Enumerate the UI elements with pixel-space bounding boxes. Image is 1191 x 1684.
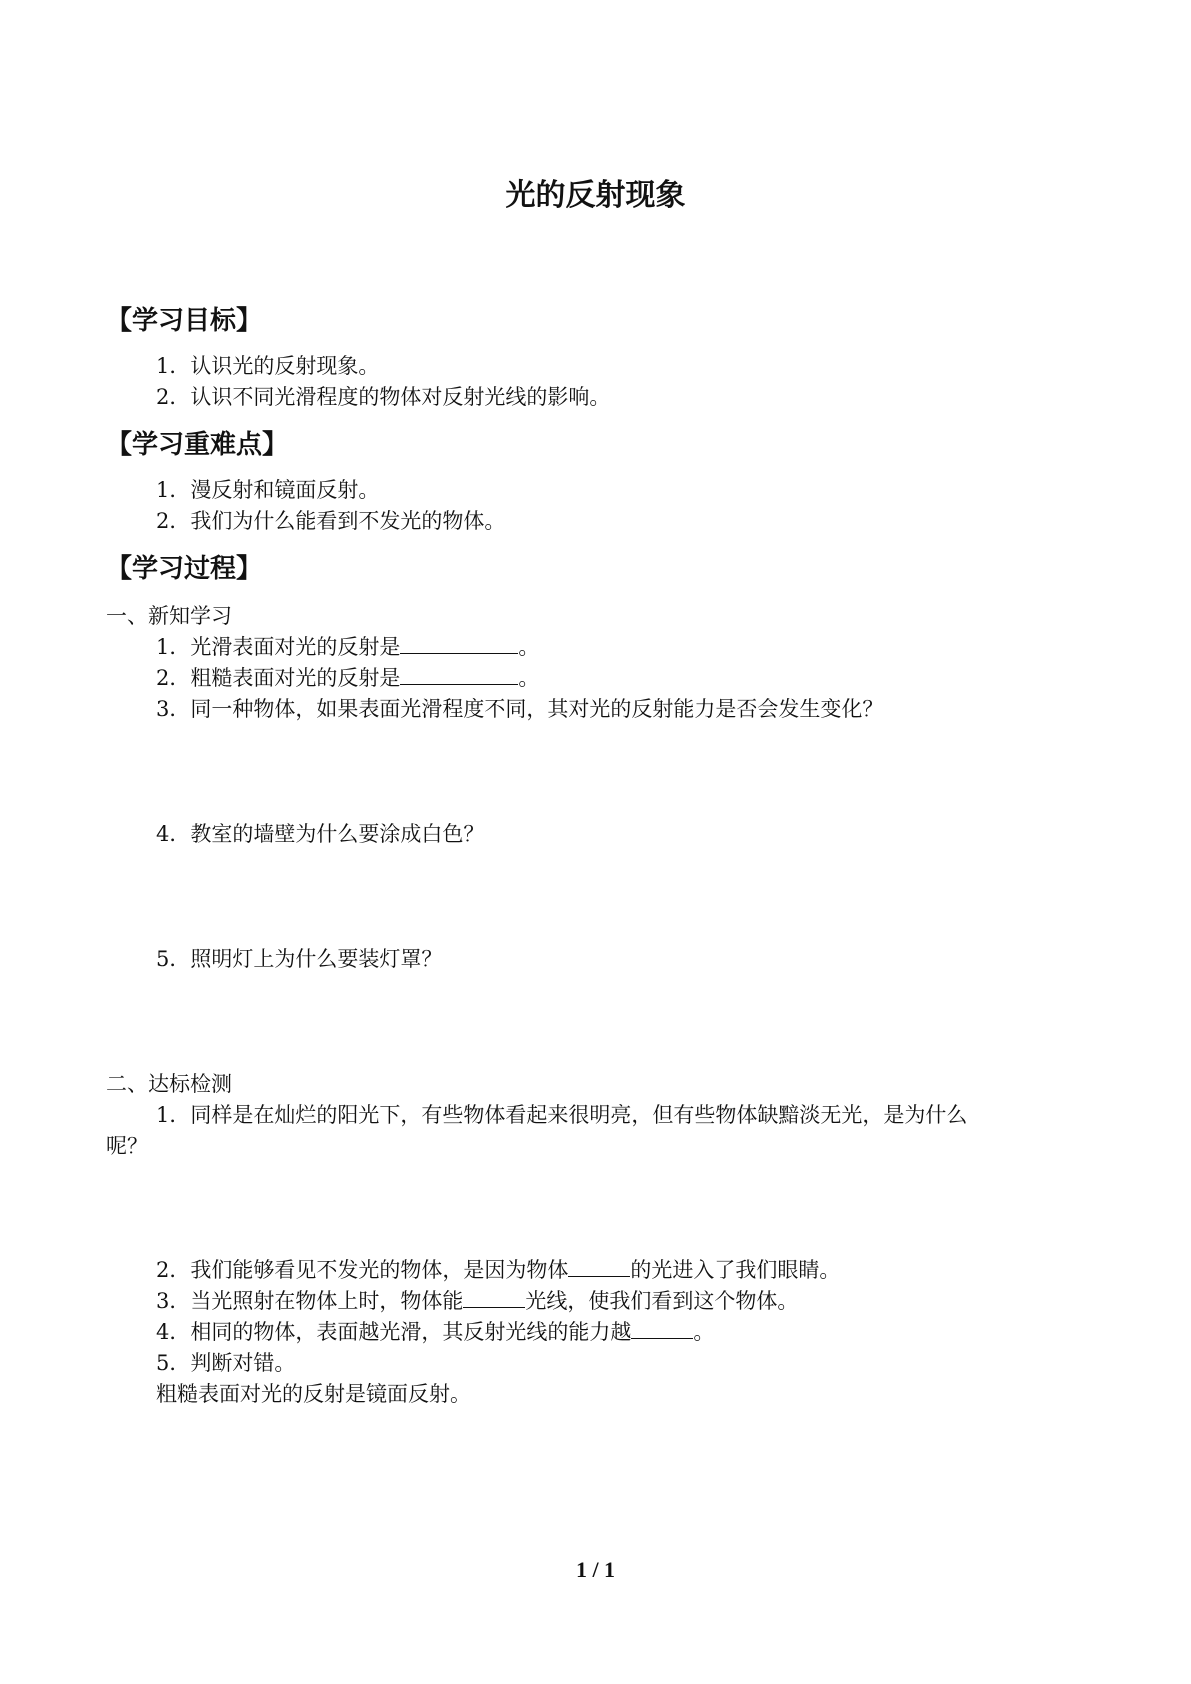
part-label-new-knowledge: 一、新知学习: [106, 604, 232, 628]
question-2-1-line-2: 呢？: [106, 1134, 148, 1158]
question-2-5: 5．判断对错。: [156, 1351, 296, 1375]
page-title: 光的反射现象: [505, 178, 686, 213]
section-heading-goals: 【学习目标】: [106, 306, 263, 336]
question-text: 。: [693, 1320, 715, 1344]
question-1-4: 4．教室的墙壁为什么要涂成白色？: [156, 822, 485, 846]
part-label-assessment: 二、达标检测: [106, 1072, 232, 1096]
page-number: 1 / 1: [575, 1557, 616, 1582]
fill-blank[interactable]: [400, 635, 518, 654]
question-text: 。: [518, 635, 540, 659]
question-text: 3．当光照射在物体上时，物体能: [156, 1289, 464, 1313]
fill-blank[interactable]: [400, 666, 518, 685]
question-text: 4．相同的物体，表面越光滑，其反射光线的能力越: [156, 1320, 632, 1344]
question-text: 2．我们能够看见不发光的物体，是因为物体: [156, 1258, 569, 1282]
question-1-1: [156, 631, 539, 661]
goal-item-1: 1．认识光的反射现象。: [156, 354, 380, 378]
question-1-3: 3．同一种物体，如果表面光滑程度不同，其对光的反射能力是否会发生变化？: [156, 697, 884, 721]
fill-blank[interactable]: [568, 1258, 630, 1277]
question-text: 的光进入了我们眼睛。: [630, 1258, 841, 1282]
key-point-item-2: 2．我们为什么能看到不发光的物体。: [156, 509, 506, 533]
question-text: 光线，使我们看到这个物体。: [525, 1289, 799, 1313]
question-2-4: [156, 1316, 714, 1346]
question-1-5: 5．照明灯上为什么要装灯罩？: [156, 947, 443, 971]
question-text: 2．粗糙表面对光的反射是: [156, 666, 401, 690]
goal-item-2: 2．认识不同光滑程度的物体对反射光线的影响。: [156, 385, 611, 409]
question-text: 。: [518, 666, 540, 690]
question-2-1-line-1: 1．同样是在灿烂的阳光下，有些物体看起来很明亮，但有些物体缺黯淡无光，是为什么: [156, 1103, 968, 1127]
section-heading-process: 【学习过程】: [106, 554, 263, 584]
question-2-3: [156, 1285, 798, 1315]
fill-blank[interactable]: [631, 1320, 693, 1339]
true-false-statement: 粗糙表面对光的反射是镜面反射。: [156, 1382, 471, 1406]
question-1-2: [156, 662, 539, 692]
section-heading-key-points: 【学习重难点】: [106, 430, 289, 460]
question-2-2: [156, 1254, 840, 1284]
key-point-item-1: 1．漫反射和镜面反射。: [156, 478, 380, 502]
question-text: 1．光滑表面对光的反射是: [156, 635, 401, 659]
fill-blank[interactable]: [463, 1289, 525, 1308]
